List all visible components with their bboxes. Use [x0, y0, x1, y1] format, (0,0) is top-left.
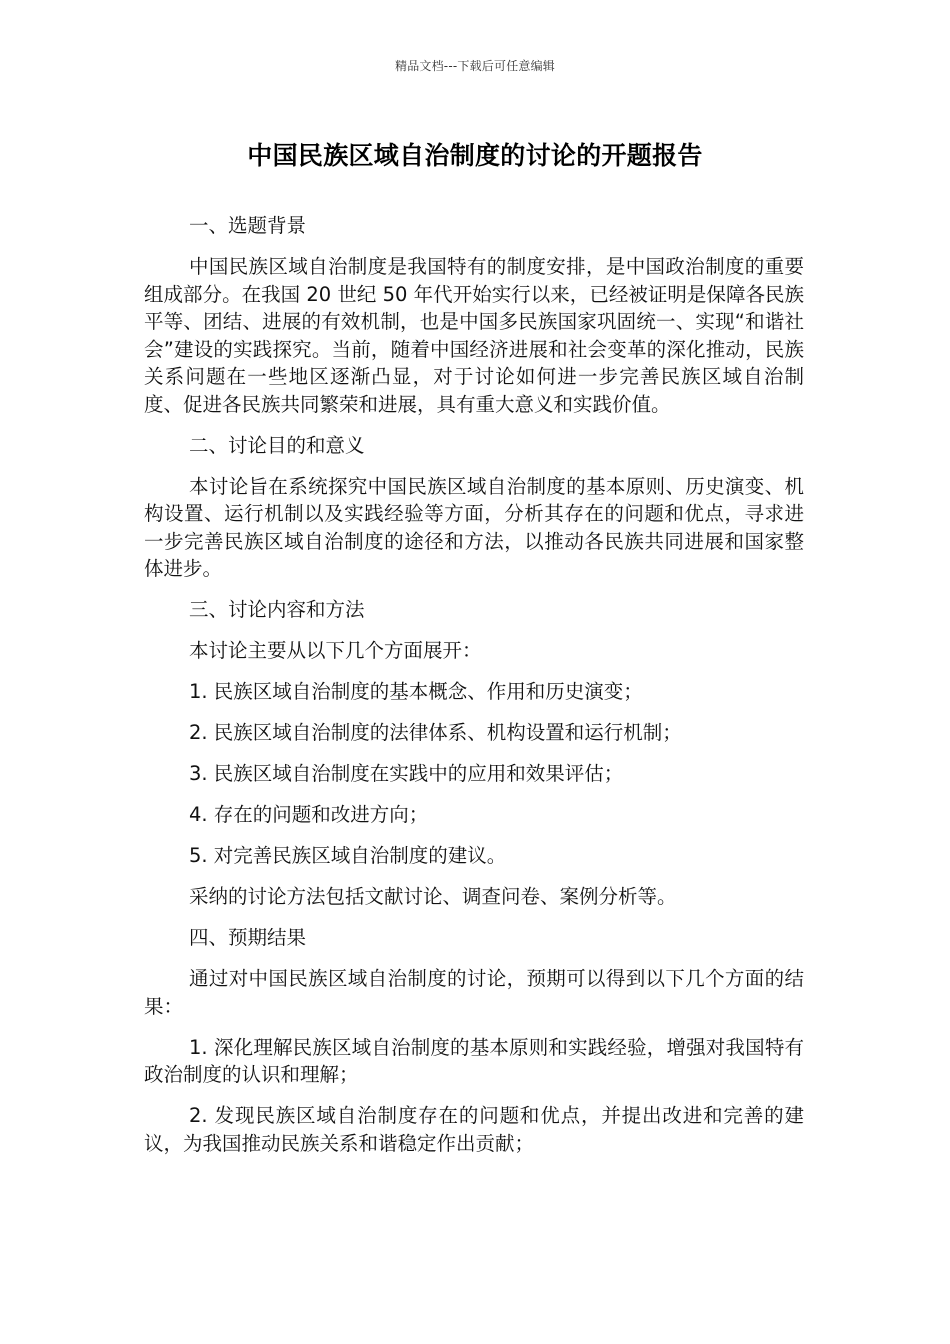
- document-body: [144, 212, 804, 1171]
- method-text: 采纳的讨论方法包括文献讨论、调查问卷、案例分析等。: [189, 885, 677, 908]
- section-heading-expected-results: 四、预期结果: [189, 926, 307, 949]
- purpose-paragraph: 本讨论旨在系统探究中国民族区域自治制度的基本原则、历史演变、机构设置、运行机制以及实践经验等方面，分析其存在的问题和优点，寻求进一步完善民族区域自治制度的途径和方法，以推动各民族共同进展和国家整体进步。: [144, 474, 804, 580]
- content-list-item: 4. 存在的问题和改进方向；: [189, 803, 429, 826]
- header-note: 精品文档---下载后可任意编辑: [395, 59, 555, 73]
- content-intro: 本讨论主要从以下几个方面展开：: [189, 639, 482, 662]
- section-heading-purpose: 二、讨论目的和意义: [189, 433, 365, 457]
- section-heading-background: 一、选题背景: [189, 214, 307, 237]
- content-list-item: 3. 民族区域自治制度在实践中的应用和效果评估；: [189, 762, 624, 785]
- content-list-item: 5. 对完善民族区域自治制度的建议。: [189, 844, 507, 867]
- results-intro: 通过对中国民族区域自治制度的讨论，预期可以得到以下几个方面的结果：: [144, 967, 804, 1018]
- content-list-item: 1. 民族区域自治制度的基本概念、作用和历史演变；: [189, 680, 643, 703]
- section-heading-content-method: 三、讨论内容和方法: [189, 598, 365, 621]
- result-list-item: 1. 深化理解民族区域自治制度的基本原则和实践经验，增强对我国特有政治制度的认识和理解；: [144, 1035, 804, 1086]
- result-list-item: 2. 发现民族区域自治制度存在的问题和优点，并提出改进和完善的建议，为我国推动民族关系和谐稳定作出贡献；: [144, 1104, 804, 1155]
- document-title: 中国民族区域自治制度的讨论的开题报告: [247, 141, 703, 170]
- background-paragraph: 中国民族区域自治制度是我国特有的制度安排，是中国政治制度的重要组成部分。在我国 20 世纪 50 年代开始实行以来，已经被证明是保障各民族平等、团结、进展的有效机制，也是中国多民族国家巩固统一、实现“和谐社会”建设的实践探究。当前，随着中国经济进展和社会变革的深化推动，民族关系问题在一些地区逐渐凸显，对于讨论如何进一步完善民族区域自治制度、促进各民族共同繁荣和进展，具有重大意义和实践价值。: [144, 255, 804, 416]
- content-list-item: 2. 民族区域自治制度的法律体系、机构设置和运行机制；: [189, 721, 682, 744]
